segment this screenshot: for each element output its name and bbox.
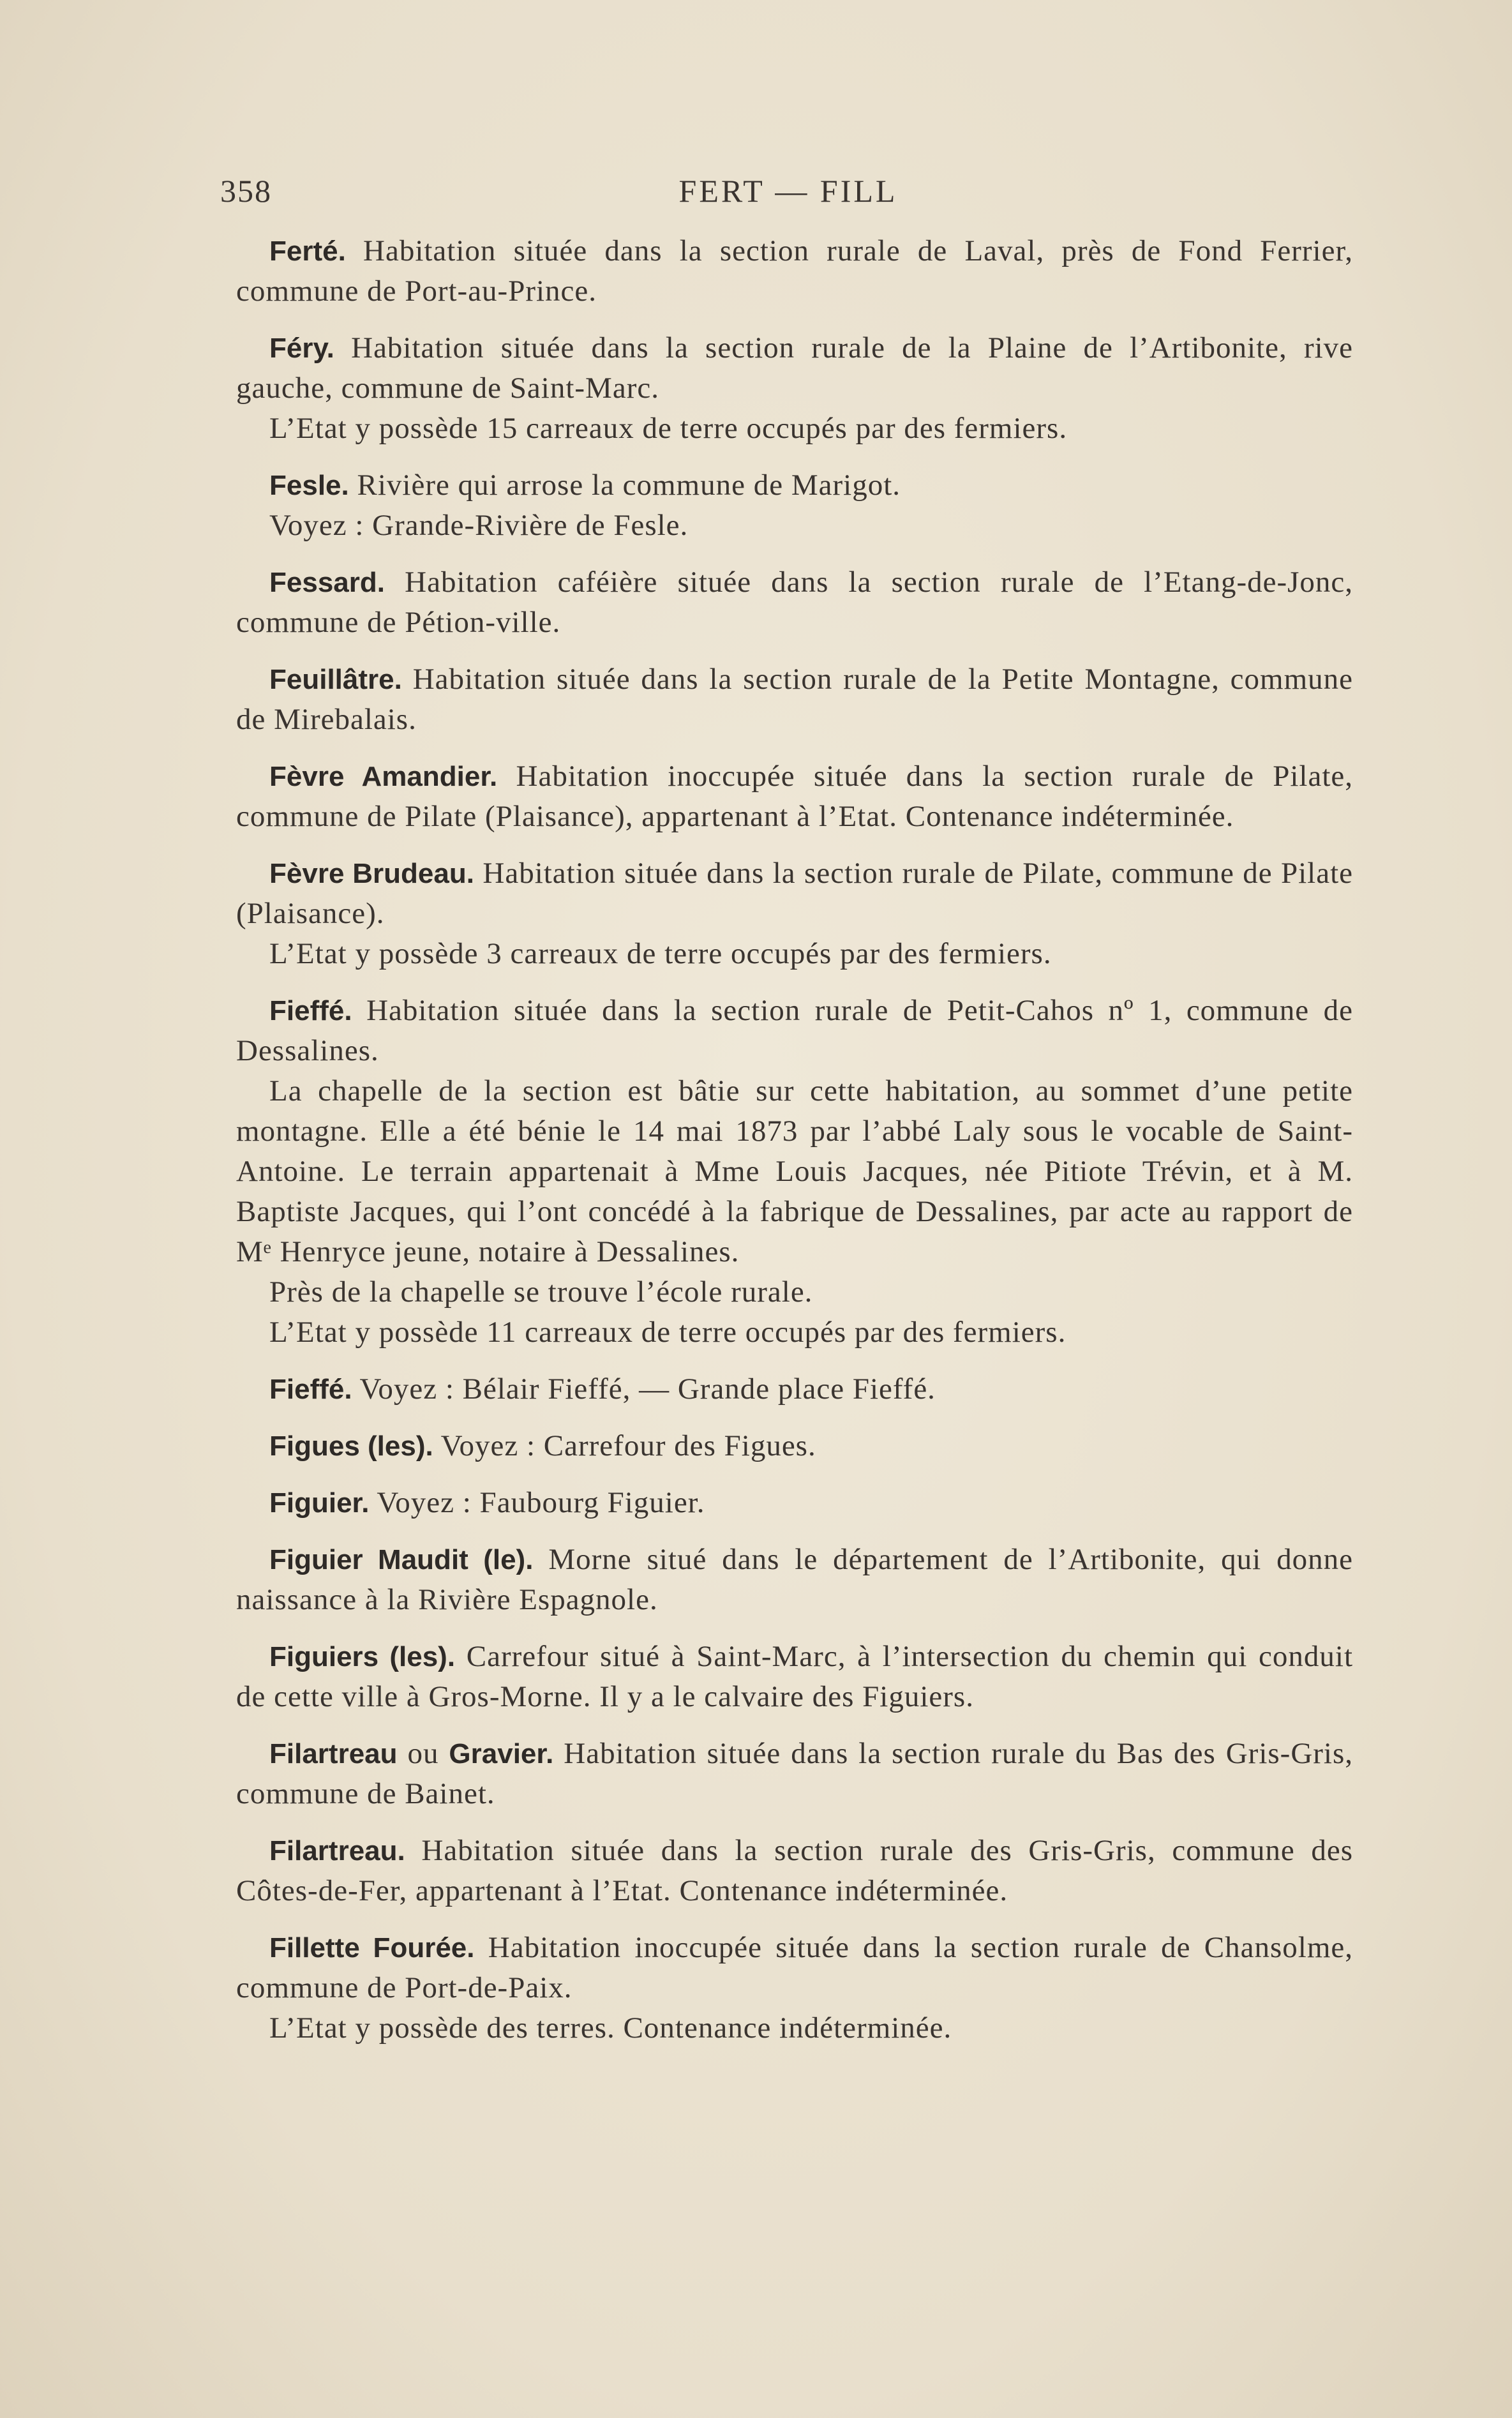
entry-paragraph bbox=[236, 1272, 1353, 1312]
entry-first-paragraph bbox=[236, 1369, 1353, 1409]
dictionary-entry bbox=[236, 231, 1353, 312]
dictionary-entry bbox=[236, 1928, 1353, 2048]
dictionary-entry bbox=[236, 465, 1353, 546]
dictionary-entry bbox=[236, 1540, 1353, 1620]
entry-term: Féry. bbox=[269, 333, 334, 364]
entry-first-paragraph bbox=[236, 1483, 1353, 1523]
entry-term: Figuiers (les). bbox=[269, 1641, 456, 1672]
page-number: 358 bbox=[220, 173, 272, 209]
entry-text: Habitation caféière située dans la section rurale de l’Etang-de-Jonc, commune de Pétion-ville. bbox=[236, 566, 1354, 639]
entry-first-paragraph bbox=[236, 756, 1353, 837]
entry-text: L’Etat y possède des terres. Contenance indéterminée. bbox=[269, 2011, 952, 2045]
entry-first-paragraph bbox=[236, 853, 1353, 934]
entry-first-paragraph bbox=[236, 991, 1353, 1071]
entry-term: Filartreau bbox=[269, 1738, 398, 1769]
entry-text: La chapelle de la section est bâtie sur cette habitation, au sommet d’une petite montagne. Elle a été bénie le 14 mai 1873 par l’abbé Laly sous le vocable de Saint-Antoine. Le terrain appartenait à Mme Louis Jacques, née Pitiote Trévin, et à M. Baptiste Jacques, qui l’ont concédé à la fabrique de Dessalines, par acte au rapport de Mᵉ Henryce jeune, notaire à Dessalines. bbox=[236, 1074, 1353, 1268]
entry-term: Feuillâtre. bbox=[269, 664, 402, 695]
entry-term: Fèvre Amandier. bbox=[269, 761, 498, 792]
entry-term: Ferté. bbox=[269, 236, 346, 267]
entry-first-paragraph bbox=[236, 328, 1353, 409]
entry-term: Gravier. bbox=[449, 1738, 554, 1769]
entry-term: Filartreau. bbox=[269, 1835, 405, 1866]
entry-text: Habitation située dans la section rurale de Petit-Cahos nº 1, commune de Dessalines. bbox=[236, 994, 1354, 1067]
entry-paragraph bbox=[236, 409, 1353, 449]
entry-first-paragraph bbox=[236, 1637, 1353, 1717]
entry-text: L’Etat y possède 11 carreaux de terre occupés par des fermiers. bbox=[269, 1316, 1067, 1349]
entry-text: Voyez : Bélair Fieffé, — Grande place Fieffé. bbox=[359, 1372, 936, 1406]
running-title: FERT — FILL bbox=[678, 173, 898, 209]
entry-first-paragraph bbox=[236, 465, 1353, 506]
entry-paragraph bbox=[236, 1312, 1353, 1353]
entry-text: Voyez : Carrefour des Figues. bbox=[440, 1429, 816, 1462]
entry-paragraph bbox=[236, 1071, 1353, 1272]
entry-term: Fessard. bbox=[269, 567, 385, 598]
entry-text: Habitation située dans la section rurale de la Petite Montagne, commune de Mirebalais. bbox=[236, 663, 1354, 736]
dictionary-entry bbox=[236, 853, 1353, 974]
dictionary-entry bbox=[236, 328, 1353, 449]
entry-text: Habitation située dans la section rurale du Bas des Gris-Gris, commune de Bainet. bbox=[236, 1737, 1354, 1810]
dictionary-entry bbox=[236, 562, 1353, 643]
dictionary-entry bbox=[236, 1637, 1353, 1717]
page-header bbox=[220, 172, 1356, 217]
dictionary-entry bbox=[236, 1483, 1353, 1523]
entry-text: Morne situé dans le département de l’Artibonite, qui donne naissance à la Rivière Espagnole. bbox=[236, 1543, 1354, 1616]
entry-term: Fèvre Brudeau. bbox=[269, 858, 474, 889]
entry-paragraph bbox=[236, 2008, 1353, 2048]
entry-text: L’Etat y possède 3 carreaux de terre occupés par des fermiers. bbox=[269, 937, 1052, 970]
dictionary-entry bbox=[236, 1831, 1353, 1911]
entry-term: Fieffé. bbox=[269, 995, 352, 1026]
entry-term: Fillette Fourée. bbox=[269, 1932, 475, 1964]
dictionary-entries bbox=[236, 231, 1353, 2048]
dictionary-entry bbox=[236, 1426, 1353, 1466]
entry-first-paragraph bbox=[236, 1928, 1353, 2008]
entry-paragraph bbox=[236, 934, 1353, 974]
entry-text: Habitation située dans la section rurale de Pilate, commune de Pilate (Plaisance). bbox=[236, 857, 1354, 930]
entry-first-paragraph bbox=[236, 659, 1353, 740]
entry-first-paragraph bbox=[236, 562, 1353, 643]
dictionary-entry bbox=[236, 1734, 1353, 1814]
entry-text: Habitation située dans la section rurale de Laval, près de Fond Ferrier, commune de Port-au-Prince. bbox=[236, 234, 1353, 308]
entry-term: Figuier. bbox=[269, 1487, 370, 1519]
entry-paragraph bbox=[236, 506, 1353, 546]
entry-text: Près de la chapelle se trouve l’école rurale. bbox=[269, 1275, 813, 1309]
entry-term: Figues (les). bbox=[269, 1431, 433, 1462]
entry-first-paragraph bbox=[236, 1540, 1353, 1620]
entry-first-paragraph bbox=[236, 1734, 1353, 1814]
entry-text: Carrefour situé à Saint-Marc, à l’intersection du chemin qui conduit de cette ville à Gros-Morne. Il y a le calvaire des Figuiers. bbox=[236, 1640, 1353, 1713]
entry-first-paragraph bbox=[236, 231, 1353, 312]
entry-text: Habitation inoccupée située dans la section rurale de Chansolme, commune de Port-de-Paix. bbox=[236, 1931, 1353, 2004]
entry-text: Habitation inoccupée située dans la section rurale de Pilate, commune de Pilate (Plaisance), appartenant à l’Etat. Contenance indéterminée. bbox=[236, 760, 1354, 833]
dictionary-entry bbox=[236, 659, 1353, 740]
dictionary-entry bbox=[236, 991, 1353, 1353]
entry-text: Habitation située dans la section rurale de la Plaine de l’Artibonite, rive gauche, commune de Saint-Marc. bbox=[236, 331, 1354, 405]
entry-first-paragraph bbox=[236, 1426, 1353, 1466]
entry-text: Voyez : Faubourg Figuier. bbox=[377, 1486, 705, 1519]
entry-term: Fesle. bbox=[269, 470, 349, 501]
entry-term: Fieffé. bbox=[269, 1374, 352, 1405]
entry-text: Habitation située dans la section rurale des Gris-Gris, commune des Côtes-de-Fer, appartenant à l’Etat. Contenance indéterminée. bbox=[236, 1834, 1354, 1907]
entry-text: L’Etat y possède 15 carreaux de terre occupés par des fermiers. bbox=[269, 412, 1068, 445]
entry-text: Voyez : Grande-Rivière de Fesle. bbox=[269, 509, 689, 542]
entry-text: Rivière qui arrose la commune de Marigot. bbox=[357, 469, 901, 502]
entry-first-paragraph bbox=[236, 1831, 1353, 1911]
entry-term: Figuier Maudit (le). bbox=[269, 1544, 534, 1575]
entry-term-connector: ou bbox=[407, 1737, 439, 1770]
dictionary-entry bbox=[236, 756, 1353, 837]
dictionary-entry bbox=[236, 1369, 1353, 1409]
